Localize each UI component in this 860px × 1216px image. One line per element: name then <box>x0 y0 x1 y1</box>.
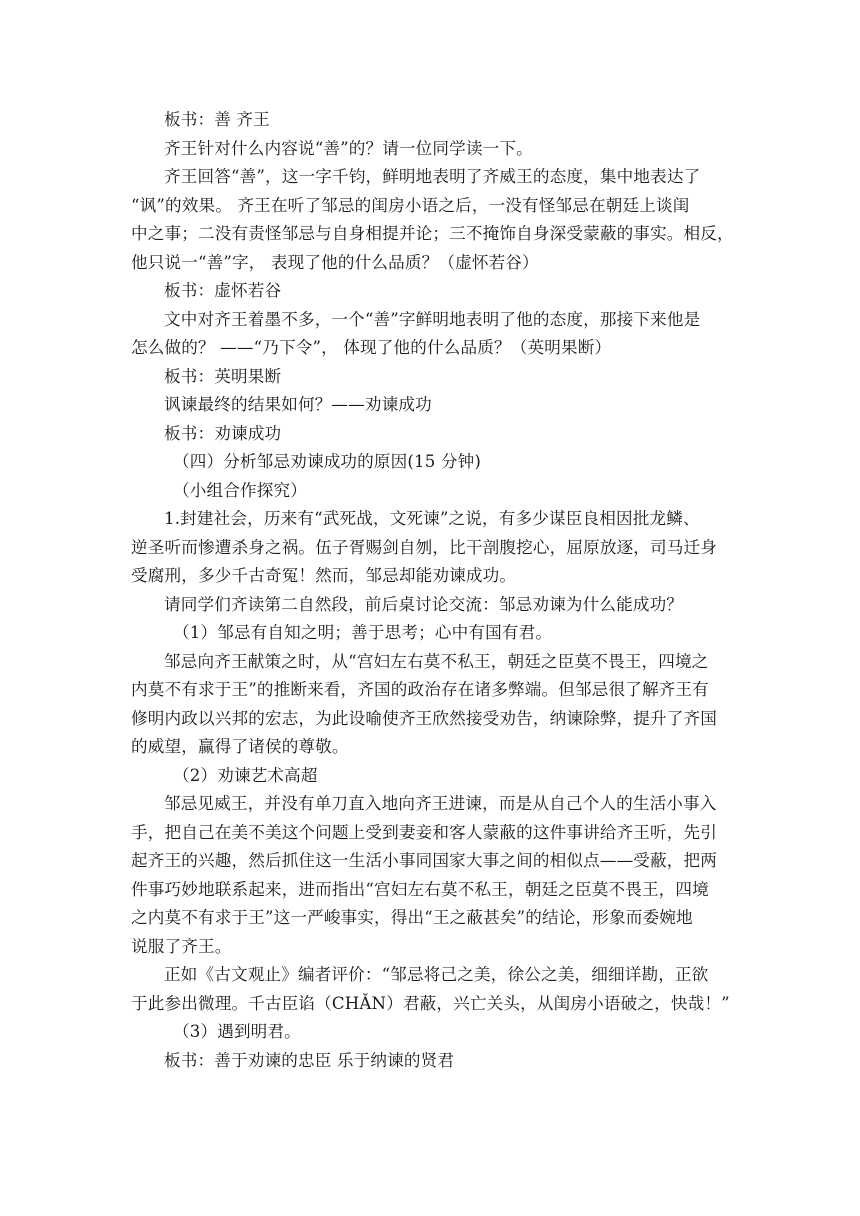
paragraph-line: 中之事；二没有责怪邹忌与自身相提并论；三不掩饰自身深受蒙蔽的事实。相反， <box>131 224 734 243</box>
document-body <box>131 106 734 1075</box>
paragraph-line: 齐王回答“善”，这一字千钧，鲜明地表明了齐威王的态度，集中地表达了 <box>164 167 701 186</box>
paragraph-line: 之内莫不有求于王”这一严峻事实，得出“王之蔽甚矣”的结论，形象而委婉地 <box>131 908 693 927</box>
list-item-heading: （3）遇到明君。 <box>173 1022 301 1041</box>
paragraph-line: 正如《古文观止》编者评价：“邹忌将己之美，徐公之美，细细详勘，正欲 <box>164 965 709 984</box>
paragraph-line: “讽”的效果。 齐王在听了邹忌的闺房小语之后，一没有怪邹忌在朝廷上谈闺 <box>131 195 690 215</box>
section-heading: （四）分析邹忌劝谏成功的原因(15 分钟) <box>173 452 481 471</box>
board-note-xuhuai-ruogu: 板书：虚怀若谷 <box>164 281 282 300</box>
paragraph-line: 1.封建社会，历来有“武死战，文死谏”之说，有多少谋臣良相因批龙鳞、 <box>164 509 700 528</box>
paragraph-line: 齐王针对什么内容说“善”的？请一位同学读一下。 <box>164 138 533 158</box>
paragraph-line: 件事巧妙地联系起来，进而指出“宫妇左右莫不私王，朝廷之臣莫不畏王，四境 <box>131 879 709 899</box>
paragraph-line: 邹忌见威王，并没有单刀直入地向齐王进谏，而是从自己个人的生活小事入 <box>164 794 717 813</box>
paragraph-line: 他只说一“善”字， 表现了他的什么品质？（虚怀若谷） <box>131 252 539 272</box>
paragraph-line: 于此参出微理。千古臣谄（CHǍN）君蔽，兴亡关头，从闺房小语破之，快哉！” <box>131 993 730 1013</box>
paragraph-line: 逆圣听而惨遭杀身之祸。伍子胥赐剑自刎，比干剖腹挖心，屈原放逐，司马迁身 <box>131 537 718 557</box>
board-note-quanjian-chenggong: 板书：劝谏成功 <box>164 423 282 443</box>
paragraph-line: 手，把自己在美不美这个问题上受到妻妾和客人蒙蔽的这件事讲给齐王听，先引 <box>131 822 718 842</box>
paragraph-line: 说服了齐王。 <box>131 936 232 956</box>
paragraph-line: 起齐王的兴趣，然后抓住这一生活小事同国家大事之间的相似点——受蔽，把两 <box>131 851 718 870</box>
board-note-summary: 板书：善于劝谏的忠臣 乐于纳谏的贤君 <box>164 1050 455 1070</box>
paragraph-line: 内莫不有求于王”的推断来看，齐国的政治存在诸多弊端。但邹忌很了解齐王有 <box>131 680 709 699</box>
section-subheading: （小组合作探究） <box>173 480 307 500</box>
paragraph-line: 怎么做的？ ——“乃下令”， 体现了他的什么品质？（英明果断） <box>131 338 612 357</box>
list-item-heading: （1）邹忌有自知之明；善于思考；心中有国有君。 <box>173 623 553 642</box>
paragraph-line: 请同学们齐读第二自然段，前后桌讨论交流：邹忌劝谏为什么能成功？ <box>164 594 684 614</box>
list-item-heading: （2）劝谏艺术高超 <box>173 765 318 785</box>
paragraph-line: 修明内政以兴邦的宏志，为此设喻使齐王欣然接受劝告，纳谏除弊，提升了齐国 <box>131 708 718 728</box>
board-note-shan-qiwang: 板书：善 齐王 <box>164 110 270 129</box>
paragraph-line: 文中对齐王着墨不多，一个“善”字鲜明地表明了他的态度，那接下来他是 <box>164 309 701 329</box>
paragraph-line: 的威望，赢得了诸侯的尊敬。 <box>131 737 349 756</box>
paragraph-line: 受腐刑，多少千古奇冤！然而，邹忌却能劝谏成功。 <box>131 566 517 585</box>
board-note-yingming-guoduan: 板书：英明果断 <box>164 366 282 386</box>
paragraph-line: 邹忌向齐王献策之时，从“宫妇左右莫不私王，朝廷之臣莫不畏王，四境之 <box>164 651 709 671</box>
paragraph-line: 讽谏最终的结果如何？——劝谏成功 <box>164 395 432 414</box>
